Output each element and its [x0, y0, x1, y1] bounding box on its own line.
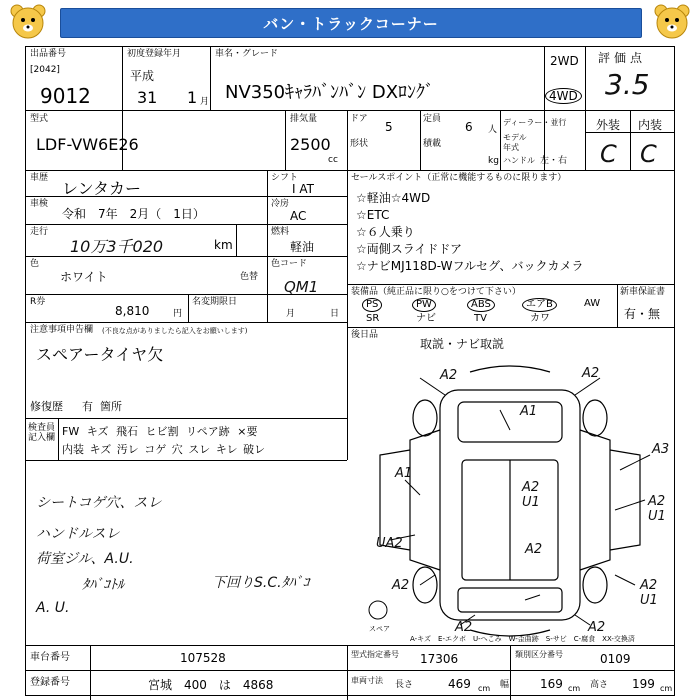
inspector-label: 検査員記入欄 [28, 423, 56, 443]
drive-4wd: 4WD [545, 88, 582, 104]
color-label: 色 [30, 259, 40, 269]
inspection-label: 車検 [30, 199, 49, 209]
capacity-unit: 人 [488, 125, 498, 135]
inspector-term: キズ [86, 425, 109, 438]
handwritten-note: ハンドルスレ [36, 526, 120, 542]
page-header [0, 0, 700, 44]
inspector-term: キレ [215, 443, 238, 456]
color-swatch-label: 色替 [240, 272, 259, 282]
damage-mark: A2 [582, 366, 600, 381]
damage-mark: A2 [588, 620, 606, 635]
designation-value: 17306 [420, 652, 459, 666]
transfer-day: 日 [330, 309, 340, 319]
type-label: 型式 [30, 114, 49, 124]
height-label: 高さ [590, 680, 609, 690]
inspector-term: キズ [89, 443, 112, 456]
first-reg-era: 平成 [130, 69, 155, 83]
warranty-value: 有・無 [624, 307, 661, 321]
load-unit: kg [488, 156, 499, 166]
designation-label: 型式指定番号 [351, 650, 399, 659]
selling-point-item: ☆ETC [356, 208, 390, 222]
equipment-row2 [352, 313, 614, 325]
equip-tv: TV [474, 313, 487, 324]
first-reg-month: 1 [187, 88, 198, 107]
car-no: 107528 [180, 651, 226, 665]
handwritten-note: A. U. [36, 600, 70, 616]
damage-mark: A2 U1 [640, 578, 658, 608]
score-label: 評価点 [598, 51, 647, 65]
lot-sub: [2042] [30, 65, 60, 75]
load-label: 積載 [423, 139, 442, 149]
handwritten-note: 荷室ジル、A.U. [36, 551, 134, 567]
damage-mark: A2 U1 [522, 480, 540, 510]
drive-2wd: 2WD [550, 54, 579, 68]
ac-value: AC [290, 209, 307, 223]
lot-label: 出品番号 [30, 49, 67, 59]
inspector-term: コゲ [144, 443, 167, 456]
class-value: 0109 [600, 652, 631, 666]
selling-point-item: ☆軽油☆4WD [356, 191, 431, 205]
height-value: 199 [632, 677, 655, 691]
damage-mark: UA2 [376, 536, 403, 551]
exterior-label: 外装 [596, 118, 621, 132]
mileage-value: 10万3千020 [70, 237, 164, 256]
damage-mark: A2 [455, 620, 473, 635]
height-unit: cm [660, 684, 673, 693]
width-value: 169 [540, 677, 563, 691]
inspector-row2 [62, 441, 265, 457]
transfer-label: 名変期限日 [192, 297, 238, 307]
color-code: QM1 [284, 278, 319, 296]
handwritten-note: ﾀﾊﾞｺﾄﾙ [82, 577, 124, 593]
category-label: 車歴 [30, 173, 49, 183]
shift-value: I AT [292, 182, 314, 196]
reg-no: 宮城 400 は 4868 [148, 678, 274, 692]
capacity-label: 定員 [423, 114, 442, 124]
equip-navi: ナビ [416, 313, 436, 324]
displacement-unit: cc [328, 155, 338, 165]
legend: A-キズ E-エクボ U-へこみ W-歪曲跡 S-サビ C-腐食 XX-交換済 [410, 635, 635, 643]
width-unit: cm [568, 684, 581, 693]
inspector-term: 汚レ [116, 443, 139, 456]
model-year-label: モデル年式 [503, 133, 527, 152]
inspector-term: リペア跡 [186, 425, 230, 438]
bear-mascot-icon [652, 2, 692, 42]
mileage-label: 走行 [30, 227, 49, 237]
handwritten-note: 下回りS.C.ﾀﾊﾞｺ [212, 575, 310, 591]
selling-point-item: ☆ナビMJ118D-Wフルセグ、バックカメラ [356, 259, 584, 273]
selling-points-list [356, 190, 584, 275]
after-equipment-value: 取説・ナビ取説 [420, 337, 505, 351]
car-diagram [350, 360, 675, 643]
fuel-value: 軽油 [290, 240, 315, 254]
selling-point-item: ☆両側スライドドア [356, 242, 463, 256]
notes-value: スペアータイヤ欠 [36, 345, 164, 364]
inspector-term: スレ [188, 443, 211, 456]
handle-label: ハンドル [503, 156, 535, 165]
first-reg-label: 初度登録年月 [127, 49, 182, 59]
damage-mark: A2 U1 [648, 494, 666, 524]
spare-label: スペア [369, 625, 390, 633]
interior-grade: C [640, 140, 657, 168]
damage-mark: A2 [440, 368, 458, 383]
inspector-term: 内装 [62, 443, 84, 456]
inspector-term: ×要 [237, 425, 258, 438]
first-reg-month-unit: 月 [200, 97, 210, 107]
width-label: 幅 [500, 680, 510, 690]
color-code-label: 色コード [271, 259, 308, 269]
doors-label: ドア [350, 114, 368, 124]
exterior-grade: C [600, 140, 617, 168]
dealer-label: ディーラー・並行 [503, 118, 567, 127]
handwritten-note: シートコゲ穴、スレ [36, 495, 162, 511]
header-title: バン・トラックコーナー [60, 8, 642, 38]
interior-label: 内装 [638, 118, 663, 132]
inspector-term: 穴 [171, 443, 183, 456]
equip-aw: AW [584, 298, 601, 309]
type-value: LDF-VW6E26 [36, 135, 139, 154]
inspector-term: ヒビ割 [145, 425, 179, 438]
damage-mark: A1 [395, 466, 413, 481]
equip-pw: PW [412, 298, 436, 312]
equip-airbag: エアB [522, 298, 557, 312]
equip-ps: PS [362, 298, 382, 312]
equip-abs: ABS [467, 298, 495, 312]
inspector-term: FW [62, 425, 80, 438]
equip-sr: SR [366, 313, 380, 324]
category-value: レンタカー [62, 179, 141, 198]
lot-number: 9012 [40, 84, 91, 108]
recycle-value: 8,810 [115, 304, 150, 318]
length-value: 469 [448, 677, 471, 691]
repair-label: 修復歴 [30, 400, 63, 413]
repair-value: 有 [82, 400, 93, 413]
ac-label: 冷房 [271, 199, 290, 209]
mileage-unit: km [214, 238, 233, 252]
length-label: 長さ [395, 680, 414, 690]
damage-mark: A2 [525, 542, 543, 557]
color-value: ホワイト [60, 270, 108, 284]
repair-tail: 箇所 [100, 400, 122, 413]
doors-value: 5 [385, 120, 393, 134]
recycle-label: R券 [30, 297, 46, 307]
after-equipment-label: 後日品 [351, 330, 379, 340]
inspector-term: 飛石 [116, 425, 138, 438]
equipment-label: 装備品（純正品に限り○をつけて下さい） [351, 287, 521, 297]
inspector-row1 [62, 423, 258, 439]
inspection-value: 令和 7年 2月（ 1日） [62, 207, 205, 221]
score-value: 3.5 [605, 68, 650, 101]
capacity-value: 6 [465, 120, 473, 134]
length-unit: cm [478, 684, 491, 693]
selling-point-item: ☆６人乗り [356, 225, 415, 239]
selling-points-label: セールスポイント（正常に機能するものに限ります） [351, 173, 567, 183]
handle-value: 左・右 [540, 156, 568, 166]
class-label: 類別区分番号 [515, 650, 563, 659]
shift-label: シフト [271, 173, 299, 183]
notes-sub: (不良な点がありましたら記入をお願いします) [102, 327, 248, 335]
model-name-label: 車名・グレード [215, 49, 279, 59]
size-label: 車両寸法 [351, 676, 383, 685]
fuel-label: 燃料 [271, 227, 290, 237]
displacement-label: 排気量 [290, 114, 318, 124]
reg-no-label: 登録番号 [30, 677, 70, 688]
shape-label: 形状 [350, 139, 369, 149]
warranty-label: 新車保証書 [620, 287, 666, 297]
bear-mascot-icon [8, 2, 48, 42]
model-name: NV350ｷｬﾗﾊﾞﾝﾊﾞﾝ DXﾛﾝｸﾞ [225, 82, 435, 103]
car-no-label: 車台番号 [30, 652, 70, 663]
displacement-value: 2500 [290, 135, 331, 154]
damage-mark: A2 [392, 578, 410, 593]
recycle-unit: 円 [173, 309, 183, 319]
equipment-row1 [352, 298, 614, 312]
first-reg-year: 31 [137, 88, 158, 107]
notes-label: 注意事項申告欄 [30, 325, 94, 335]
inspector-term: 破レ [243, 443, 266, 456]
damage-mark: A1 [520, 404, 538, 419]
transfer-month: 月 [286, 309, 296, 319]
damage-mark: A3 [652, 442, 670, 457]
equip-leather: カワ [530, 313, 550, 324]
